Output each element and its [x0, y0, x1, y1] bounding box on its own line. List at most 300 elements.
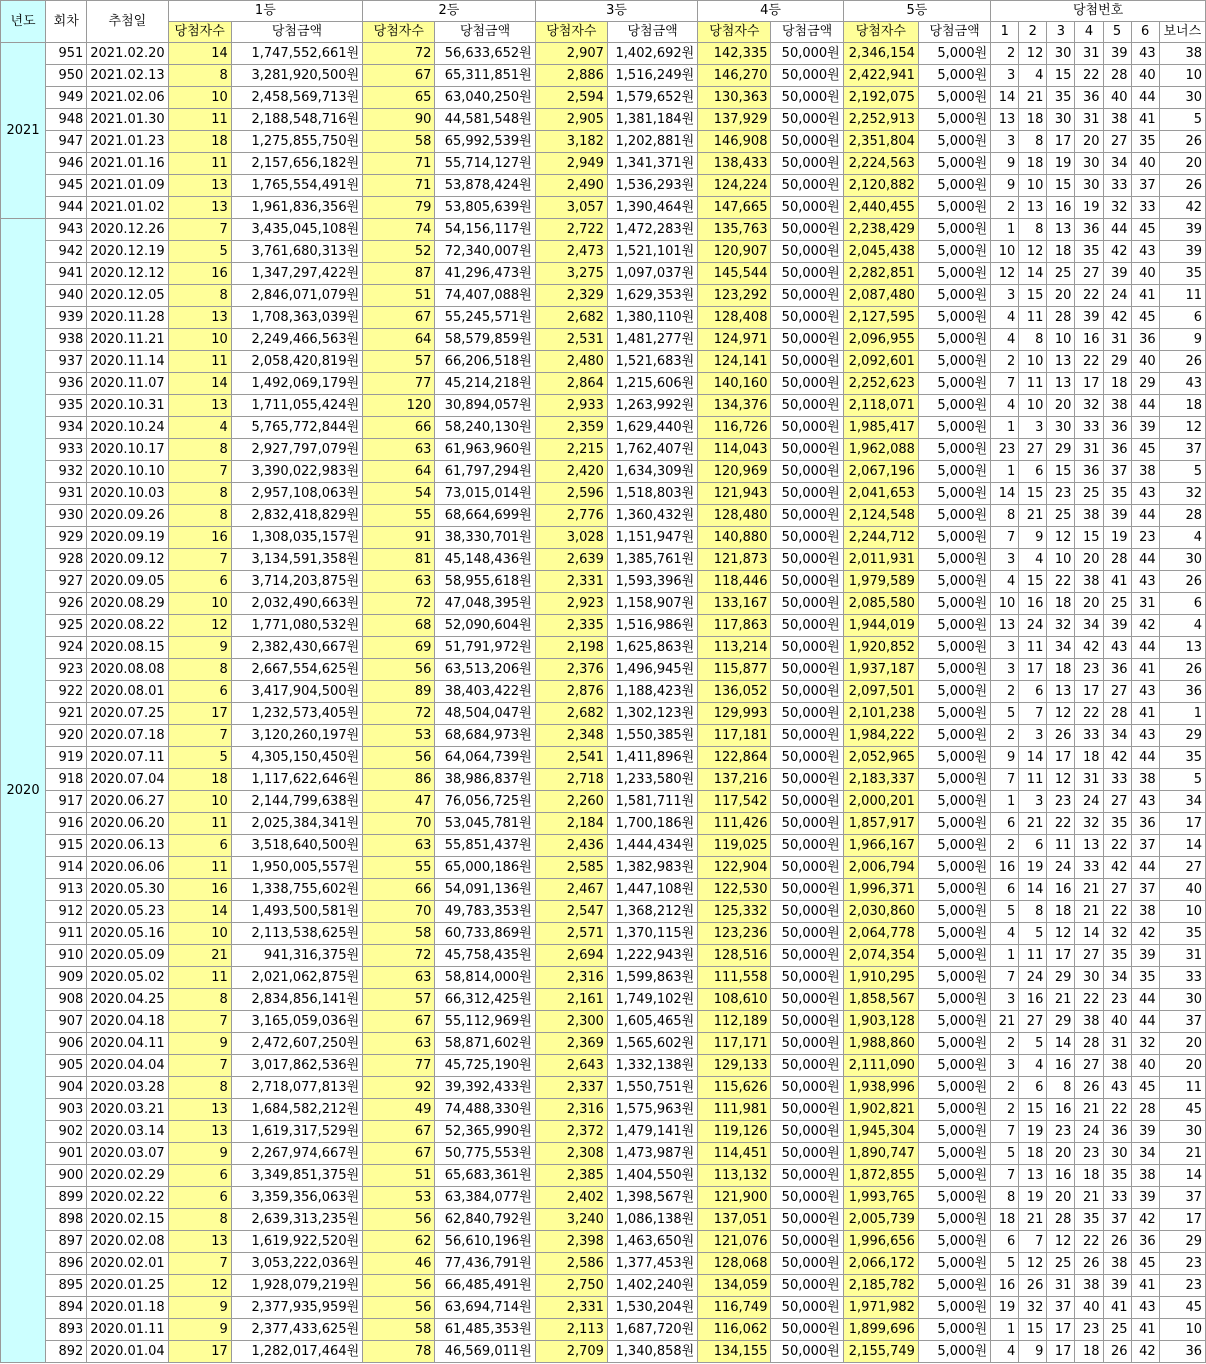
number-2-cell: 6 [1019, 835, 1047, 857]
number-2-cell: 17 [1019, 659, 1047, 681]
rank5-winners-cell: 2,351,804 [843, 131, 918, 153]
round-cell: 899 [46, 1187, 87, 1209]
rank4-amount-cell: 50,000원 [771, 879, 843, 901]
number-3-cell: 16 [1047, 1165, 1075, 1187]
number-1-cell: 3 [991, 659, 1019, 681]
number-1-cell: 5 [991, 703, 1019, 725]
rank1-winners-cell: 16 [168, 527, 231, 549]
rank1-amount-cell: 1,747,552,661원 [231, 43, 362, 65]
rank5-amount-cell: 5,000원 [918, 1077, 990, 1099]
rank1-winners-cell: 17 [168, 1341, 231, 1363]
rank1-winners-cell: 13 [168, 1099, 231, 1121]
rank1-winners-cell: 12 [168, 1275, 231, 1297]
table-row [1, 769, 1206, 791]
number-3-cell: 16 [1047, 1099, 1075, 1121]
rank5-amount-cell: 5,000원 [918, 197, 990, 219]
number-4-cell: 17 [1075, 373, 1103, 395]
rank3-winners-cell: 2,335 [535, 615, 607, 637]
number-4-cell: 27 [1075, 945, 1103, 967]
rank3-winners-cell: 2,113 [535, 1319, 607, 1341]
date-cell: 2020.01.11 [87, 1319, 168, 1341]
date-cell: 2020.05.09 [87, 945, 168, 967]
round-cell: 940 [46, 285, 87, 307]
rank2-amount-cell: 65,311,851원 [435, 65, 535, 87]
rank3-amount-cell: 1,687,720원 [607, 1319, 697, 1341]
number-1-cell: 5 [991, 1253, 1019, 1275]
table-row [1, 615, 1206, 637]
rank1-amount-cell: 2,032,490,663원 [231, 593, 362, 615]
rank3-amount-cell: 1,411,896원 [607, 747, 697, 769]
header-rank4: 4등 [698, 1, 843, 22]
rank2-amount-cell: 68,684,973원 [435, 725, 535, 747]
rank5-winners-cell: 2,120,882 [843, 175, 918, 197]
number-1-cell: 1 [991, 417, 1019, 439]
rank4-amount-cell: 50,000원 [771, 263, 843, 285]
rank5-amount-cell: 5,000원 [918, 1143, 990, 1165]
number-4-cell: 22 [1075, 989, 1103, 1011]
rank2-amount-cell: 53,878,424원 [435, 175, 535, 197]
table-row [1, 1143, 1206, 1165]
rank5-amount-cell: 5,000원 [918, 505, 990, 527]
rank1-amount-cell: 2,021,062,875원 [231, 967, 362, 989]
rank3-winners-cell: 2,694 [535, 945, 607, 967]
number-1-cell: 2 [991, 1077, 1019, 1099]
number-3-cell: 12 [1047, 703, 1075, 725]
date-cell: 2020.12.12 [87, 263, 168, 285]
number-1-cell: 4 [991, 1341, 1019, 1363]
rank2-amount-cell: 64,064,739원 [435, 747, 535, 769]
rank2-winners-cell: 49 [363, 1099, 435, 1121]
rank5-amount-cell: 5,000원 [918, 769, 990, 791]
number-4-cell: 32 [1075, 813, 1103, 835]
rank2-amount-cell: 50,775,553원 [435, 1143, 535, 1165]
number-5-cell: 39 [1103, 43, 1131, 65]
number-5-cell: 39 [1103, 505, 1131, 527]
rank5-winners-cell: 2,185,782 [843, 1275, 918, 1297]
number-1-cell: 7 [991, 769, 1019, 791]
round-cell: 935 [46, 395, 87, 417]
rank1-winners-cell: 8 [168, 285, 231, 307]
rank2-amount-cell: 44,581,548원 [435, 109, 535, 131]
results-body [1, 43, 1206, 1363]
number-3-cell: 8 [1047, 1077, 1075, 1099]
number-1-cell: 3 [991, 1055, 1019, 1077]
rank1-amount-cell: 1,771,080,532원 [231, 615, 362, 637]
rank4-amount-cell: 50,000원 [771, 395, 843, 417]
number-2-cell: 3 [1019, 417, 1047, 439]
rank1-amount-cell: 3,714,203,875원 [231, 571, 362, 593]
rank2-winners-cell: 77 [363, 373, 435, 395]
number-4-cell: 33 [1075, 857, 1103, 879]
number-6-cell: 35 [1131, 967, 1159, 989]
number-2-cell: 16 [1019, 593, 1047, 615]
table-row [1, 1319, 1206, 1341]
rank1-winners-cell: 10 [168, 791, 231, 813]
date-cell: 2021.01.30 [87, 109, 168, 131]
rank3-winners-cell: 2,161 [535, 989, 607, 1011]
rank3-amount-cell: 1,377,453원 [607, 1253, 697, 1275]
rank2-amount-cell: 47,048,395원 [435, 593, 535, 615]
rank5-amount-cell: 5,000원 [918, 1341, 990, 1363]
number-1-cell: 2 [991, 1033, 1019, 1055]
round-cell: 916 [46, 813, 87, 835]
date-cell: 2020.03.21 [87, 1099, 168, 1121]
round-cell: 896 [46, 1253, 87, 1275]
bonus-cell: 14 [1159, 1165, 1205, 1187]
rank5-amount-cell: 5,000원 [918, 1209, 990, 1231]
rank5-winners-cell: 1,979,589 [843, 571, 918, 593]
number-1-cell: 2 [991, 1099, 1019, 1121]
number-5-cell: 34 [1103, 153, 1131, 175]
date-cell: 2020.12.05 [87, 285, 168, 307]
bonus-cell: 43 [1159, 373, 1205, 395]
bonus-cell: 36 [1159, 1341, 1205, 1363]
number-4-cell: 17 [1075, 681, 1103, 703]
number-5-cell: 41 [1103, 571, 1131, 593]
rank1-amount-cell: 1,950,005,557원 [231, 857, 362, 879]
rank5-winners-cell: 2,087,480 [843, 285, 918, 307]
number-6-cell: 44 [1131, 549, 1159, 571]
rank3-amount-cell: 1,398,567원 [607, 1187, 697, 1209]
number-3-cell: 12 [1047, 527, 1075, 549]
round-cell: 906 [46, 1033, 87, 1055]
rank5-winners-cell: 2,005,739 [843, 1209, 918, 1231]
rank2-winners-cell: 64 [363, 329, 435, 351]
rank3-winners-cell: 2,260 [535, 791, 607, 813]
rank4-winners-cell: 122,904 [698, 857, 771, 879]
number-4-cell: 33 [1075, 725, 1103, 747]
number-5-cell: 44 [1103, 219, 1131, 241]
table-row [1, 65, 1206, 87]
number-4-cell: 38 [1075, 571, 1103, 593]
number-6-cell: 43 [1131, 43, 1159, 65]
number-4-cell: 13 [1075, 835, 1103, 857]
round-cell: 903 [46, 1099, 87, 1121]
rank3-winners-cell: 2,300 [535, 1011, 607, 1033]
date-cell: 2020.03.28 [87, 1077, 168, 1099]
rank5-amount-cell: 5,000원 [918, 615, 990, 637]
number-3-cell: 18 [1047, 659, 1075, 681]
number-3-cell: 19 [1047, 153, 1075, 175]
date-cell: 2020.11.07 [87, 373, 168, 395]
rank4-winners-cell: 115,877 [698, 659, 771, 681]
rank1-winners-cell: 11 [168, 351, 231, 373]
number-1-cell: 13 [991, 615, 1019, 637]
rank4-winners-cell: 147,665 [698, 197, 771, 219]
rank1-amount-cell: 3,281,920,500원 [231, 65, 362, 87]
number-2-cell: 8 [1019, 329, 1047, 351]
date-cell: 2021.02.20 [87, 43, 168, 65]
round-cell: 914 [46, 857, 87, 879]
table-row [1, 747, 1206, 769]
date-cell: 2020.10.10 [87, 461, 168, 483]
number-3-cell: 23 [1047, 1121, 1075, 1143]
number-3-cell: 28 [1047, 1209, 1075, 1231]
number-1-cell: 7 [991, 1121, 1019, 1143]
rank1-winners-cell: 5 [168, 241, 231, 263]
round-cell: 923 [46, 659, 87, 681]
table-row [1, 351, 1206, 373]
rank4-amount-cell: 50,000원 [771, 637, 843, 659]
round-cell: 936 [46, 373, 87, 395]
number-4-cell: 36 [1075, 87, 1103, 109]
date-cell: 2020.02.01 [87, 1253, 168, 1275]
number-5-cell: 42 [1103, 307, 1131, 329]
rank5-amount-cell: 5,000원 [918, 395, 990, 417]
rank3-winners-cell: 2,586 [535, 1253, 607, 1275]
rank5-amount-cell: 5,000원 [918, 571, 990, 593]
number-6-cell: 36 [1131, 1231, 1159, 1253]
rank1-amount-cell: 3,165,059,036원 [231, 1011, 362, 1033]
rank3-amount-cell: 1,158,907원 [607, 593, 697, 615]
rank2-winners-cell: 56 [363, 659, 435, 681]
rank1-winners-cell: 11 [168, 109, 231, 131]
number-4-cell: 23 [1075, 659, 1103, 681]
rank1-amount-cell: 2,382,430,667원 [231, 637, 362, 659]
rank1-winners-cell: 18 [168, 769, 231, 791]
rank1-winners-cell: 14 [168, 43, 231, 65]
rank5-winners-cell: 2,183,337 [843, 769, 918, 791]
header-rank2: 2등 [363, 1, 536, 22]
rank3-winners-cell: 2,308 [535, 1143, 607, 1165]
rank1-amount-cell: 3,417,904,500원 [231, 681, 362, 703]
round-cell: 905 [46, 1055, 87, 1077]
rank4-winners-cell: 116,062 [698, 1319, 771, 1341]
number-5-cell: 22 [1103, 835, 1131, 857]
rank1-winners-cell: 7 [168, 1055, 231, 1077]
number-3-cell: 15 [1047, 175, 1075, 197]
number-6-cell: 45 [1131, 219, 1159, 241]
number-3-cell: 20 [1047, 285, 1075, 307]
rank2-winners-cell: 66 [363, 417, 435, 439]
bonus-cell: 20 [1159, 1033, 1205, 1055]
rank3-amount-cell: 1,579,652원 [607, 87, 697, 109]
rank4-amount-cell: 50,000원 [771, 461, 843, 483]
round-cell: 928 [46, 549, 87, 571]
rank2-winners-cell: 79 [363, 197, 435, 219]
rank1-amount-cell: 4,305,150,450원 [231, 747, 362, 769]
number-4-cell: 21 [1075, 1187, 1103, 1209]
number-4-cell: 22 [1075, 285, 1103, 307]
header-bonus: 보너스 [1159, 22, 1205, 43]
rank1-amount-cell: 2,472,607,250원 [231, 1033, 362, 1055]
rank3-amount-cell: 1,402,692원 [607, 43, 697, 65]
rank3-winners-cell: 2,337 [535, 1077, 607, 1099]
number-2-cell: 15 [1019, 483, 1047, 505]
number-4-cell: 21 [1075, 901, 1103, 923]
number-1-cell: 3 [991, 549, 1019, 571]
rank3-amount-cell: 1,473,987원 [607, 1143, 697, 1165]
date-cell: 2020.03.14 [87, 1121, 168, 1143]
number-3-cell: 17 [1047, 1319, 1075, 1341]
rank3-amount-cell: 1,530,204원 [607, 1297, 697, 1319]
number-2-cell: 12 [1019, 1253, 1047, 1275]
rank2-winners-cell: 56 [363, 1297, 435, 1319]
rank5-amount-cell: 5,000원 [918, 285, 990, 307]
rank4-winners-cell: 129,133 [698, 1055, 771, 1077]
rank2-amount-cell: 52,090,604원 [435, 615, 535, 637]
rank4-amount-cell: 50,000원 [771, 945, 843, 967]
rank5-winners-cell: 1,984,222 [843, 725, 918, 747]
number-2-cell: 21 [1019, 813, 1047, 835]
number-3-cell: 29 [1047, 1011, 1075, 1033]
number-1-cell: 18 [991, 1209, 1019, 1231]
rank4-winners-cell: 121,873 [698, 549, 771, 571]
number-4-cell: 35 [1075, 241, 1103, 263]
number-3-cell: 12 [1047, 769, 1075, 791]
rank3-amount-cell: 1,700,186원 [607, 813, 697, 835]
bonus-cell: 6 [1159, 593, 1205, 615]
rank4-winners-cell: 137,929 [698, 109, 771, 131]
rank4-winners-cell: 121,943 [698, 483, 771, 505]
header-number-3: 3 [1047, 22, 1075, 43]
rank3-winners-cell: 2,369 [535, 1033, 607, 1055]
round-cell: 893 [46, 1319, 87, 1341]
number-5-cell: 38 [1103, 395, 1131, 417]
rank3-winners-cell: 2,420 [535, 461, 607, 483]
number-3-cell: 13 [1047, 373, 1075, 395]
number-4-cell: 39 [1075, 307, 1103, 329]
date-cell: 2020.01.18 [87, 1297, 168, 1319]
rank5-amount-cell: 5,000원 [918, 1275, 990, 1297]
rank5-winners-cell: 2,127,595 [843, 307, 918, 329]
rank4-winners-cell: 111,981 [698, 1099, 771, 1121]
rank2-amount-cell: 65,683,361원 [435, 1165, 535, 1187]
number-4-cell: 31 [1075, 439, 1103, 461]
header-rank1: 1등 [168, 1, 363, 22]
rank4-amount-cell: 50,000원 [771, 571, 843, 593]
rank4-winners-cell: 116,749 [698, 1297, 771, 1319]
rank2-winners-cell: 72 [363, 593, 435, 615]
number-4-cell: 36 [1075, 219, 1103, 241]
rank3-amount-cell: 1,472,283원 [607, 219, 697, 241]
bonus-cell: 6 [1159, 307, 1205, 329]
rank1-amount-cell: 1,308,035,157원 [231, 527, 362, 549]
rank3-winners-cell: 3,028 [535, 527, 607, 549]
date-cell: 2020.10.24 [87, 417, 168, 439]
round-cell: 937 [46, 351, 87, 373]
rank2-winners-cell: 67 [363, 65, 435, 87]
rank1-winners-cell: 12 [168, 615, 231, 637]
rank3-amount-cell: 1,444,434원 [607, 835, 697, 857]
rank3-amount-cell: 1,215,606원 [607, 373, 697, 395]
rank5-winners-cell: 1,996,371 [843, 879, 918, 901]
table-row [1, 1165, 1206, 1187]
bonus-cell: 32 [1159, 483, 1205, 505]
round-cell: 945 [46, 175, 87, 197]
header-rank3-amount: 당첨금액 [607, 22, 697, 43]
rank1-amount-cell: 2,639,313,235원 [231, 1209, 362, 1231]
rank2-winners-cell: 72 [363, 945, 435, 967]
date-cell: 2020.12.19 [87, 241, 168, 263]
rank5-amount-cell: 5,000원 [918, 1319, 990, 1341]
bonus-cell: 31 [1159, 945, 1205, 967]
rank4-winners-cell: 145,544 [698, 263, 771, 285]
rank2-winners-cell: 81 [363, 549, 435, 571]
rank5-winners-cell: 2,066,172 [843, 1253, 918, 1275]
bonus-cell: 26 [1159, 175, 1205, 197]
rank5-amount-cell: 5,000원 [918, 527, 990, 549]
table-row [1, 285, 1206, 307]
number-4-cell: 15 [1075, 527, 1103, 549]
number-4-cell: 38 [1075, 1275, 1103, 1297]
number-6-cell: 42 [1131, 1209, 1159, 1231]
rank3-winners-cell: 2,596 [535, 483, 607, 505]
table-row [1, 219, 1206, 241]
number-5-cell: 34 [1103, 725, 1131, 747]
rank1-winners-cell: 8 [168, 659, 231, 681]
number-3-cell: 12 [1047, 1231, 1075, 1253]
number-6-cell: 44 [1131, 395, 1159, 417]
rank5-amount-cell: 5,000원 [918, 945, 990, 967]
rank4-winners-cell: 114,043 [698, 439, 771, 461]
number-6-cell: 38 [1131, 1165, 1159, 1187]
number-1-cell: 14 [991, 87, 1019, 109]
round-cell: 938 [46, 329, 87, 351]
rank3-amount-cell: 1,302,123원 [607, 703, 697, 725]
rank3-amount-cell: 1,521,101원 [607, 241, 697, 263]
rank4-amount-cell: 50,000원 [771, 351, 843, 373]
rank4-amount-cell: 50,000원 [771, 901, 843, 923]
rank4-amount-cell: 50,000원 [771, 615, 843, 637]
rank3-winners-cell: 2,585 [535, 857, 607, 879]
rank4-amount-cell: 50,000원 [771, 43, 843, 65]
rank2-amount-cell: 72,340,007원 [435, 241, 535, 263]
rank1-amount-cell: 1,619,922,520원 [231, 1231, 362, 1253]
number-4-cell: 26 [1075, 1253, 1103, 1275]
rank5-winners-cell: 1,962,088 [843, 439, 918, 461]
bonus-cell: 27 [1159, 857, 1205, 879]
date-cell: 2020.04.25 [87, 989, 168, 1011]
rank2-winners-cell: 91 [363, 527, 435, 549]
bonus-cell: 35 [1159, 263, 1205, 285]
rank3-amount-cell: 1,593,396원 [607, 571, 697, 593]
rank3-amount-cell: 1,380,110원 [607, 307, 697, 329]
rank1-amount-cell: 3,017,862,536원 [231, 1055, 362, 1077]
rank3-winners-cell: 3,275 [535, 263, 607, 285]
date-cell: 2020.03.07 [87, 1143, 168, 1165]
number-6-cell: 44 [1131, 747, 1159, 769]
rank2-amount-cell: 74,488,330원 [435, 1099, 535, 1121]
rank5-winners-cell: 1,910,295 [843, 967, 918, 989]
number-1-cell: 10 [991, 593, 1019, 615]
rank1-amount-cell: 2,144,799,638원 [231, 791, 362, 813]
table-row [1, 681, 1206, 703]
rank5-winners-cell: 1,966,167 [843, 835, 918, 857]
rank1-winners-cell: 21 [168, 945, 231, 967]
rank3-winners-cell: 2,316 [535, 967, 607, 989]
number-3-cell: 16 [1047, 1055, 1075, 1077]
rank5-amount-cell: 5,000원 [918, 1231, 990, 1253]
number-3-cell: 25 [1047, 1253, 1075, 1275]
rank3-amount-cell: 1,629,440원 [607, 417, 697, 439]
bonus-cell: 37 [1159, 1011, 1205, 1033]
rank4-winners-cell: 113,214 [698, 637, 771, 659]
rank4-amount-cell: 50,000원 [771, 1187, 843, 1209]
rank2-amount-cell: 55,714,127원 [435, 153, 535, 175]
rank1-winners-cell: 11 [168, 857, 231, 879]
number-5-cell: 33 [1103, 1187, 1131, 1209]
number-3-cell: 13 [1047, 681, 1075, 703]
rank5-amount-cell: 5,000원 [918, 241, 990, 263]
bonus-cell: 4 [1159, 527, 1205, 549]
table-row [1, 1055, 1206, 1077]
table-row [1, 1187, 1206, 1209]
number-1-cell: 16 [991, 857, 1019, 879]
number-4-cell: 24 [1075, 791, 1103, 813]
rank5-amount-cell: 5,000원 [918, 373, 990, 395]
number-2-cell: 27 [1019, 439, 1047, 461]
